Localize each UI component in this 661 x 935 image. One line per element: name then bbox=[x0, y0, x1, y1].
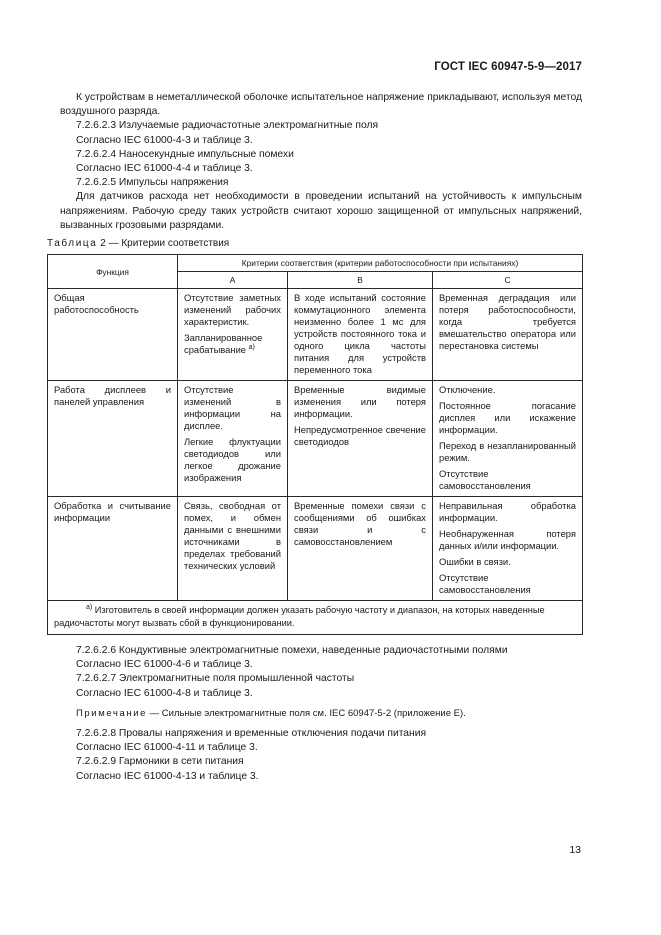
table-caption bbox=[47, 238, 229, 249]
section-reference: Согласно IEC 61000-4-13 и таблице 3. bbox=[76, 770, 259, 782]
cell-b: Временные помехи связи с сообщениями об ошибках связи и с самовосстановлением bbox=[288, 497, 433, 601]
section-reference: Согласно IEC 61000-4-8 и таблице 3. bbox=[76, 687, 253, 699]
section-title: 7.2.6.2.8 Провалы напряжения и временные отключения подачи питания bbox=[76, 728, 427, 740]
section-title: 7.2.6.2.7 Электромагнитные поля промышленной частоты bbox=[76, 673, 355, 685]
cell-b: Временные видимые изменения или потеря информации. Непредусмотренное свечение светодиодов bbox=[288, 381, 433, 497]
paragraph: К устройствам в неметаллической оболочке испытательное напряжение прикладывают, используя метод воздушного разряда. bbox=[60, 92, 582, 118]
section-title: 7.2.6.2.6 Кондуктивные электромагнитные помехи, наведенные радиочастотными полями bbox=[76, 645, 508, 656]
cell-a: Отсутствие заметных изменений рабочих характеристик. Запланированное срабатывание $^{a)}$ bbox=[178, 289, 288, 381]
section-title: 7.2.6.2.4 Наносекундные импульсные помехи bbox=[76, 148, 294, 160]
cell-c: Отключение. Постоянное погасание дисплея или искажение информации. Переход в незапланированный режим. Отсутствие самовосстановления bbox=[433, 381, 583, 497]
note-label: Примечание bbox=[76, 707, 147, 719]
cell-a: Связь, свободная от помех, и обмен данными с внешними источниками в пределах требований технических условий bbox=[178, 497, 288, 601]
section-reference: Согласно IEC 61000-4-6 и таблице 3. bbox=[76, 659, 253, 671]
header-col-c: C bbox=[433, 272, 583, 289]
section-title: 7.2.6.2.9 Гармоники в сети питания bbox=[76, 756, 244, 768]
cell-c: Неправильная обработка информации. Необнаруженная потеря данных и/или информации. Ошибки в связи. Отсутствие самовосстановления bbox=[433, 497, 583, 601]
table-footnote bbox=[48, 601, 583, 635]
lower-text bbox=[60, 644, 582, 784]
table-row bbox=[48, 381, 583, 497]
table-row bbox=[48, 289, 583, 381]
standard-header: ГОСТ IEC 60947-5-9—2017 bbox=[434, 61, 582, 73]
section-title: 7.2.6.2.3 Излучаемые радиочастотные электромагнитные поля bbox=[76, 120, 379, 132]
table-caption-text: 2 — Критерии соответствия bbox=[97, 238, 230, 249]
cell-function: Общая работоспособность bbox=[48, 289, 178, 381]
header-function: Функция bbox=[48, 255, 178, 289]
header-col-b: B bbox=[288, 272, 433, 289]
cell-a: Отсутствие изменений в информации на дисплее. Легкие флуктуации светодиодов или легкое дрожание изображения bbox=[178, 381, 288, 497]
table-row bbox=[48, 497, 583, 601]
section-reference: Согласно IEC 61000-4-4 и таблице 3. bbox=[76, 163, 253, 175]
criteria-table bbox=[47, 254, 583, 635]
section-title: 7.2.6.2.5 Импульсы напряжения bbox=[76, 177, 229, 189]
cell-function: Обработка и считывание информации bbox=[48, 497, 178, 601]
note bbox=[60, 707, 582, 721]
paragraph: Для датчиков расхода нет необходимости в проведении испытаний на устойчивость к импульсным напряжениям. Рабочую среду таких устройств считают хорошо защищенной от импульсных напряжений, вызванных грозовыми разрядами. bbox=[60, 191, 582, 231]
footnote-mark: a) bbox=[86, 603, 93, 611]
note-text: — Сильные электромагнитные поля см. IEC 60947-5-2 (приложение Е). bbox=[147, 707, 466, 719]
section-reference: Согласно IEC 61000-4-11 и таблице 3. bbox=[76, 742, 258, 754]
cell-c: Временная деградация или потеря работоспособности, когда требуется вмешательство оператора или перестановка системы bbox=[433, 289, 583, 381]
footnote-text: Изготовитель в своей информации должен указать рабочую частоту и диапазон, на которых наведенные радиочастоты могут вызвать сбой в функционировании. bbox=[54, 605, 545, 628]
table-footnote-row bbox=[48, 601, 583, 635]
header-col-a: A bbox=[178, 272, 288, 289]
header-criteria: Критерии соответствия (критерии работоспособности при испытаниях) bbox=[178, 255, 583, 272]
cell-b: В ходе испытаний состояние коммутационного элемента неизменно более 1 мс для устройств постоянного тока и одного цикла частоты питания для устройств переменного тока bbox=[288, 289, 433, 381]
cell-function: Работа дисплеев и панелей управления bbox=[48, 381, 178, 497]
section-reference: Согласно IEC 61000-4-3 и таблице 3. bbox=[76, 134, 253, 146]
intro-text bbox=[60, 91, 582, 233]
page-number: 13 bbox=[569, 844, 581, 856]
table-caption-label: Таблица bbox=[47, 238, 98, 249]
